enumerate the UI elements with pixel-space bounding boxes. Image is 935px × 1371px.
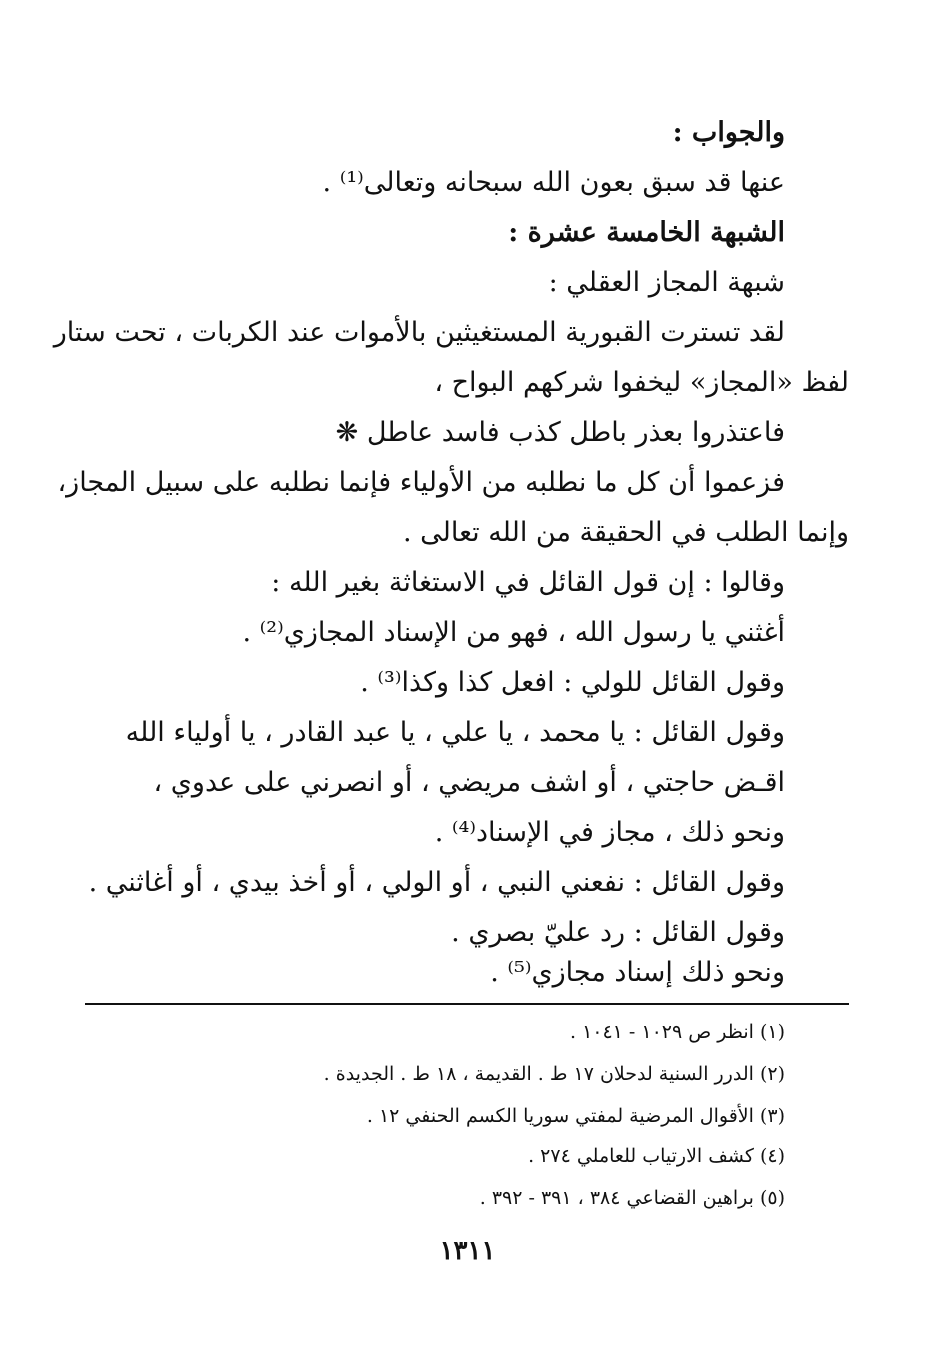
body-line: لفظ «المجاز» ليخفوا شركهم البواح ، <box>434 367 849 398</box>
body-line: أغثني يا رسول الله ، فهو من الإسناد المجازي⁽²⁾ . <box>242 617 785 648</box>
body-line: وقول القائل : نفعني النبي ، أو الولي ، أو أخذ بيدي ، أو أغاثني . <box>88 867 785 898</box>
body-line: وقالوا : إن قول القائل في الاستغاثة بغير الله : <box>271 567 785 598</box>
subsection-heading: شبهة المجاز العقلي : <box>548 267 785 298</box>
body-line: اقـض حاجتي ، أو اشف مريضي ، أو انصرني على عدوي ، <box>153 767 785 798</box>
answer-heading: والجواب : <box>672 117 785 148</box>
footnote: (٢) الدرر السنية لدحلان ١٧ ط . القديمة ، ١٨ ط . الجديدة . <box>323 1063 785 1085</box>
body-line: عنها قد سبق بعون الله سبحانه وتعالى⁽¹⁾ . <box>322 167 785 198</box>
body-line: ونحو ذلك ، مجاز في الإسناد⁽⁴⁾ . <box>434 817 785 848</box>
body-line: فزعموا أن كل ما نطلبه من الأولياء فإنما نطلبه على سبيل المجاز، <box>57 467 785 498</box>
footnote: (٤) كشف الارتياب للعاملي ٢٧٤ . <box>528 1145 785 1167</box>
body-line: وقول القائل : يا محمد ، يا علي ، يا عبد القادر ، يا أولياء الله <box>125 717 785 748</box>
body-line: لقد تسترت القبورية المستغيثين بالأموات عند الكربات ، تحت ستار <box>53 317 785 348</box>
body-line: ونحو ذلك إسناد مجازي⁽⁵⁾ . <box>490 957 785 988</box>
footnote: (٣) الأقوال المرضية لمفتي سوريا الكسم الحنفي ١٢ . <box>366 1105 785 1127</box>
body-line: وقول القائل : رد عليّ بصري . <box>451 917 785 948</box>
footnote: (١) انظر ص ١٠٢٩ - ١٠٤١ . <box>569 1021 785 1043</box>
footnote-divider <box>85 1003 849 1005</box>
page-number: ١٣١١ <box>439 1236 496 1266</box>
section-heading: الشبهة الخامسة عشرة : <box>508 217 785 248</box>
verse-line: فاعتذروا بعذر باطل كذب فاسد عاطل ❋ <box>335 417 785 448</box>
footnote: (٥) براهين القضاعي ٣٨٤ ، ٣٩١ - ٣٩٢ . <box>479 1187 785 1209</box>
body-line: وإنما الطلب في الحقيقة من الله تعالى . <box>402 517 849 548</box>
body-line: وقول القائل للولي : افعل كذا وكذا⁽³⁾ . <box>360 667 785 698</box>
